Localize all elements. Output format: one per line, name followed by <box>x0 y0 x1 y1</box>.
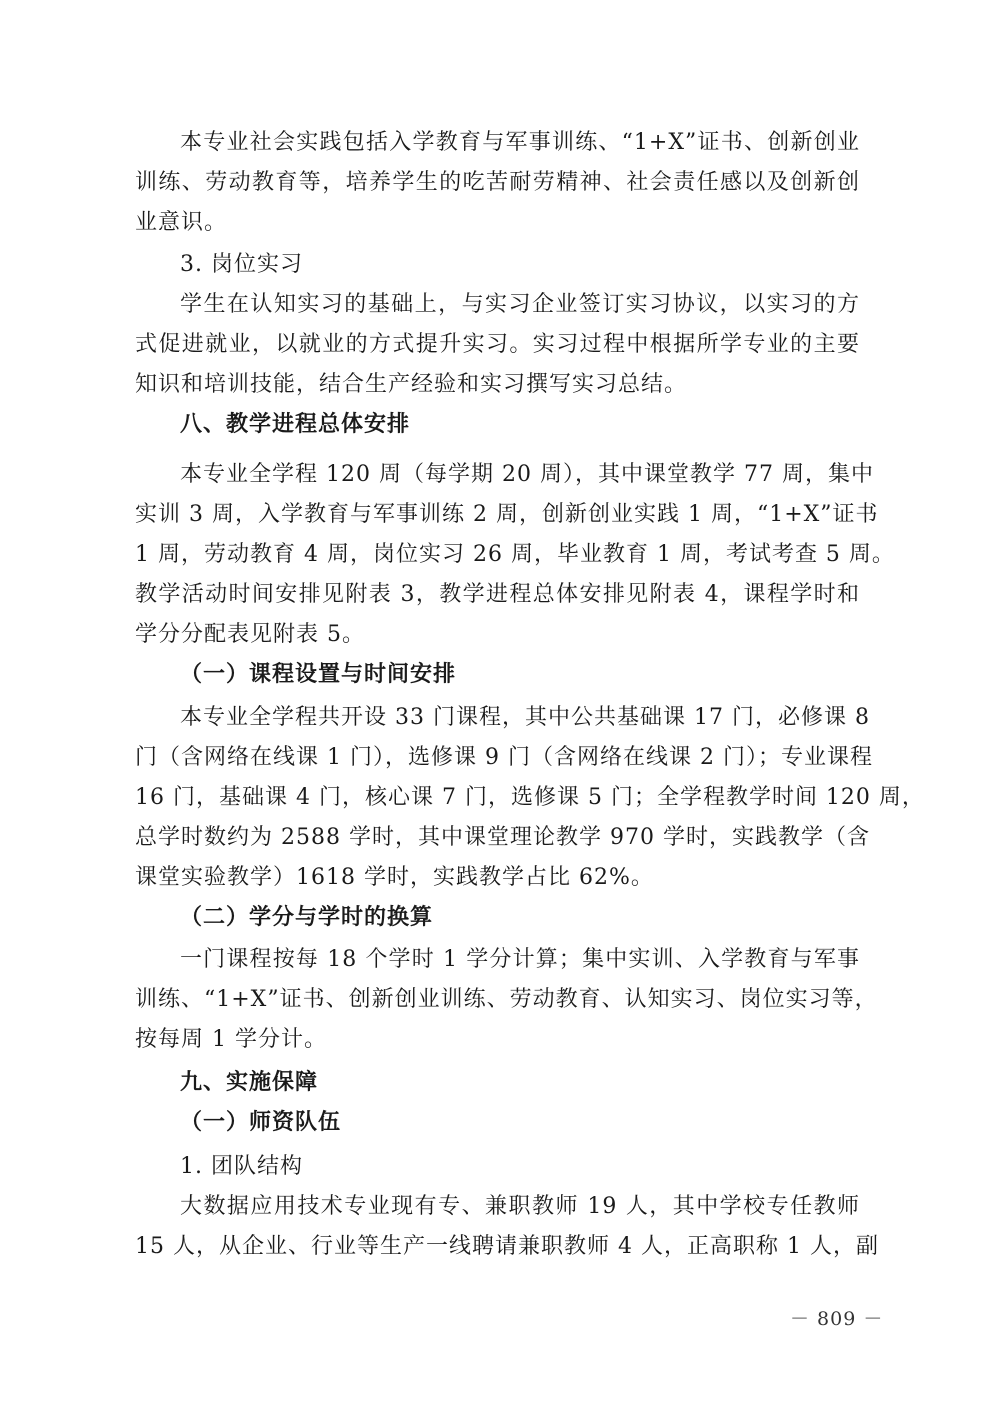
section-heading: 八、教学进程总体安排 <box>180 412 411 437</box>
paragraph-line: 学生在认知实习的基础上，与实习企业签订实习协议，以实习的方 <box>180 292 860 317</box>
paragraph-line: 本专业社会实践包括入学教育与军事训练、“1+X”证书、创新创业 <box>180 130 860 155</box>
paragraph-line: 教学活动时间安排见附表 3，教学进程总体安排见附表 4，课程学时和 <box>135 582 860 607</box>
subsection-heading: （二）学分与学时的换算 <box>180 905 434 930</box>
section-number-heading: 3. 岗位实习 <box>180 252 303 277</box>
section-heading: 九、实施保障 <box>180 1070 319 1095</box>
paragraph-line: 知识和培训技能，结合生产经验和实习撰写实习总结。 <box>135 372 688 397</box>
section-number-heading: 1. 团队结构 <box>180 1154 303 1179</box>
paragraph-line: 本专业全学程 120 周（每学期 20 周），其中课堂教学 77 周，集中 <box>180 462 874 487</box>
subsection-heading: （一）课程设置与时间安排 <box>180 662 457 687</box>
paragraph-line: 一门课程按每 18 个学时 1 学分计算；集中实训、入学教育与军事 <box>180 947 860 972</box>
paragraph-line: 式促进就业，以就业的方式提升实习。实习过程中根据所学专业的主要 <box>135 332 860 357</box>
page-number: － 809 － <box>790 1308 884 1330</box>
paragraph-line: 15 人，从企业、行业等生产一线聘请兼职教师 4 人，正高职称 1 人，副 <box>135 1234 879 1259</box>
subsection-heading: （一）师资队伍 <box>180 1110 342 1135</box>
paragraph-line: 本专业全学程共开设 33 门课程，其中公共基础课 17 门，必修课 8 <box>180 705 870 730</box>
paragraph-line: 训练、劳动教育等，培养学生的吃苦耐劳精神、社会责任感以及创新创 <box>135 170 860 195</box>
paragraph-line: 学分分配表见附表 5。 <box>135 622 365 647</box>
paragraph-line: 实训 3 周，入学教育与军事训练 2 周，创新创业实践 1 周，“1+X”证书 <box>135 502 879 527</box>
paragraph-line: 16 门，基础课 4 门，核心课 7 门，选修课 5 门；全学程教学时间 120 周， <box>135 785 925 810</box>
paragraph-line: 1 周，劳动教育 4 周，岗位实习 26 周，毕业教育 1 周，考试考查 5 周。 <box>135 542 895 567</box>
paragraph-line: 业意识。 <box>135 210 228 235</box>
paragraph-line: 训练、“1+X”证书、创新创业训练、劳动教育、认知实习、岗位实习等， <box>135 987 878 1012</box>
paragraph-line: 总学时数约为 2588 学时，其中课堂理论教学 970 学时，实践教学（含 <box>135 825 870 850</box>
paragraph-line: 门（含网络在线课 1 门），选修课 9 门（含网络在线课 2 门）；专业课程 <box>135 745 873 770</box>
paragraph-line: 课堂实验教学）1618 学时，实践教学占比 62%。 <box>135 865 654 890</box>
paragraph-line: 大数据应用技术专业现有专、兼职教师 19 人，其中学校专任教师 <box>180 1194 860 1219</box>
paragraph-line: 按每周 1 学分计。 <box>135 1027 327 1052</box>
